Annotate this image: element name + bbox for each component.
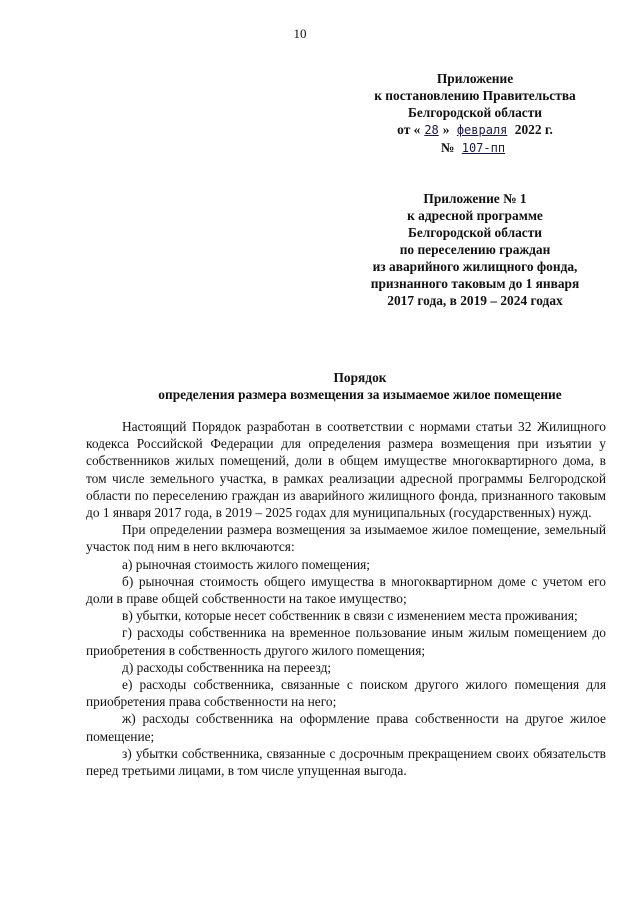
paragraph: г) расходы собственника на временное пользование иным жилым помещением до приобретения в собственность другого жилого помещения; [86,625,606,658]
appendix-1-line: Приложение № 1 [423,191,527,206]
appendix-1-header [340,190,610,309]
paragraph: При определении размера возмещения за изымаемое жилое помещение, земельный участок под ним в него включаются: [86,522,606,555]
paragraph: е) расходы собственника, связанные с поиском другого жилого помещения для приобретения права собственности на него; [86,677,606,710]
paragraph: д) расходы собственника на переезд; [122,659,332,675]
title-line: определения размера возмещения за изымаемое жилое помещение [158,387,562,402]
appendix-header-line: Приложение [436,71,514,86]
appendix-1-line: к адресной программе [407,208,543,223]
number-prefix: № [440,140,455,155]
page-number: 10 [293,26,307,41]
paragraph: ж) расходы собственника на оформление права собственности на другое жилое помещение; [86,711,606,744]
document-body [86,418,606,779]
appendix-header-line: к постановлению Правительства [374,88,576,103]
appendix-1-line: 2017 года, в 2019 – 2024 годах [387,293,563,308]
date-mid: » [442,122,450,137]
document-title [80,369,640,403]
appendix-1-line: из аварийного жилищного фонда, [372,259,578,274]
paragraph: Настоящий Порядок разработан в соответствии с нормами статьи 32 Жилищного кодекса Российской Федерации для определения размера возмещения при изъятии у собственников жилых помещений, доли в общем имуществе многоквартирного дома, в том числе земельного участка, в рамках реализации адресной программы Белгородской области по переселению граждан из аварийного жилищного фонда, признанного таковым до 1 января 2017 года, в 2019 – 2025 годах для муниципальных (государственных) нужд. [86,419,606,521]
appendix-header-line: Белгородской области [407,105,543,120]
appendix-1-line: Белгородской области [407,225,543,240]
appendix-date-line [340,121,610,139]
paragraph: а) рыночная стоимость жилого помещения; [122,556,371,572]
appendix-1-line: по переселению граждан [399,242,551,257]
appendix-number-line [340,139,610,157]
appendix-header [340,70,610,157]
paragraph: б) рыночная стоимость общего имущества в многоквартирном доме с учетом его доли в праве общей собственности на такое имущество; [86,573,606,607]
paragraph: в) убытки, которые несет собственник в связи с изменением места проживания; [122,608,578,624]
date-month: февраля [456,123,508,137]
date-prefix: от « [397,122,421,137]
number-value: 107-пп [461,141,506,155]
title-line: Порядок [333,370,387,385]
date-year: 2022 г. [514,122,553,137]
paragraph: з) убытки собственника, связанные с досрочным прекращением своих обязательств перед третьими лицами, в том числе упущенная выгода. [86,745,606,779]
date-day: 28 [424,123,439,137]
appendix-1-line: признанного таковым до 1 января [370,276,580,291]
